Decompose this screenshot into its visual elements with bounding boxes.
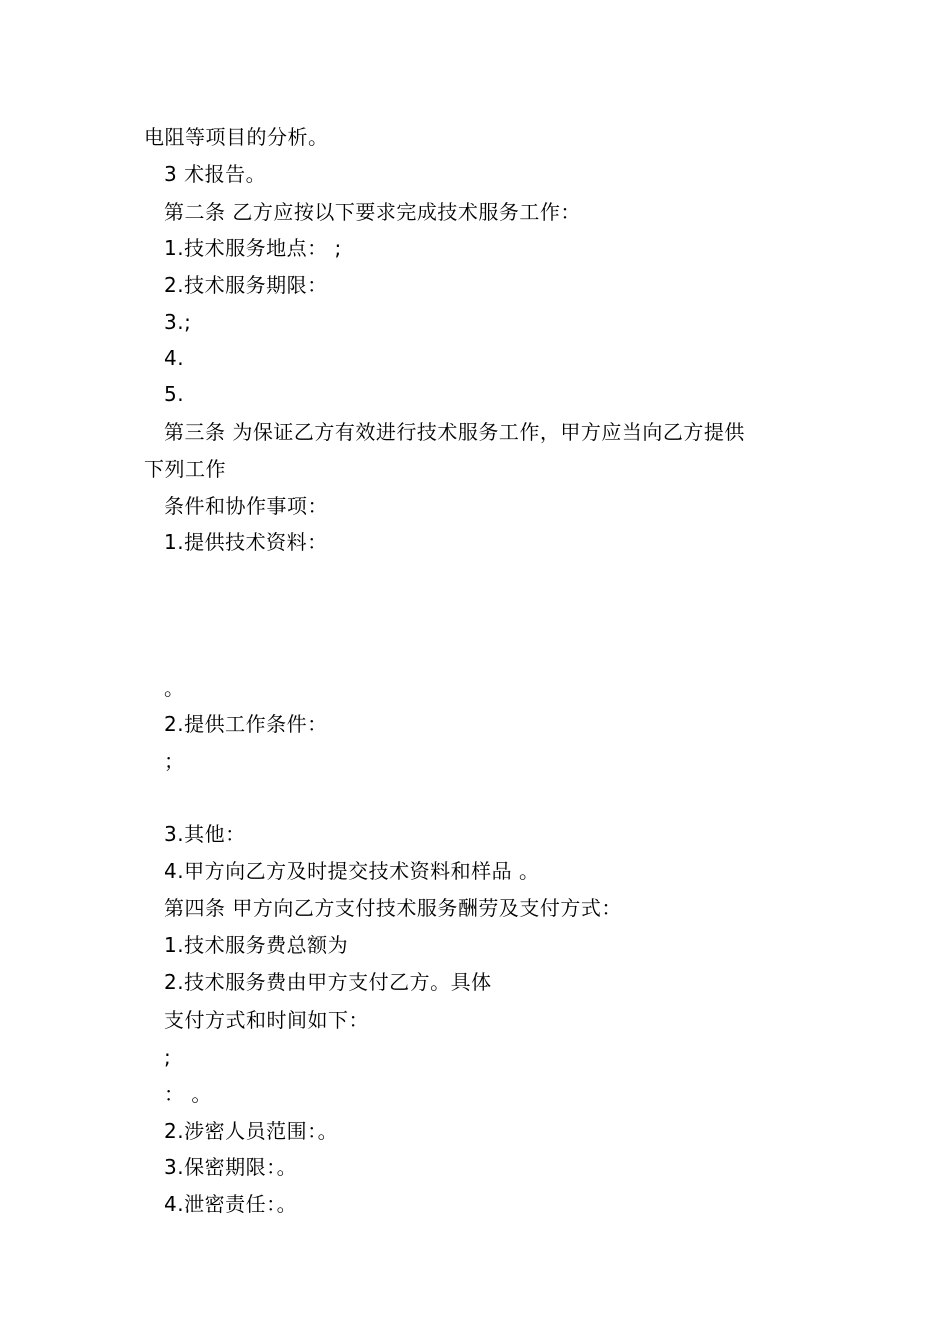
text-line: 5. [164,382,185,406]
text-line: ; [164,1045,172,1069]
text-line: 3.其他： [164,822,246,846]
text-line: 2.涉密人员范围：。 [164,1119,339,1143]
text-line: 3.保密期限：。 [164,1155,298,1179]
text-line: 2.提供工作条件： [164,712,328,736]
text-line: 第四条 甲方向乙方支付技术服务酬劳及支付方式： [164,896,622,920]
text-line: 第三条 为保证乙方有效进行技术服务工作，甲方应当向乙方提供 [164,420,745,444]
text-line: 2.技术服务期限： [164,273,328,297]
text-line: 3.; [164,310,192,334]
text-line: 。 [164,676,185,700]
text-line: 条件和协作事项： [164,494,328,518]
text-line: 4. [164,346,185,370]
text-line: 1.技术服务地点： ; [164,236,342,260]
text-line: 3 术报告。 [164,162,267,186]
text-line: 2.技术服务费由甲方支付乙方。具体 [164,970,492,994]
text-line: 电阻等项目的分析。 [144,125,329,149]
text-line: ； [164,749,185,773]
text-line: 1.提供技术资料： [164,530,328,554]
text-line: 支付方式和时间如下： [164,1008,369,1032]
text-line: 4.泄密责任：。 [164,1192,298,1216]
text-line: ： 。 [164,1082,212,1106]
text-line: 第二条 乙方应按以下要求完成技术服务工作： [164,200,581,224]
text-line: 1.技术服务费总额为 [164,933,349,957]
text-line: 下列工作 [144,457,226,481]
text-line: 4.甲方向乙方及时提交技术资料和样品 。 [164,859,540,883]
